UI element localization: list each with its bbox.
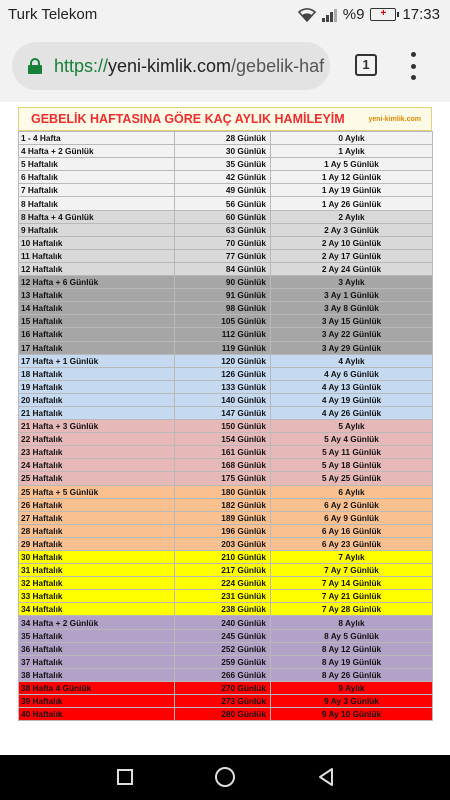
days-cell: 105 Günlük	[175, 315, 271, 328]
table-row	[19, 459, 433, 472]
week-cell: 25 Haftalık	[19, 472, 175, 485]
months-cell: 6 Ay 9 Günlük	[271, 511, 433, 524]
table-row	[19, 393, 433, 406]
table-row	[19, 485, 433, 498]
table-row	[19, 276, 433, 289]
week-cell: 28 Haftalık	[19, 524, 175, 537]
days-cell: 182 Günlük	[175, 498, 271, 511]
days-cell: 217 Günlük	[175, 564, 271, 577]
days-cell: 280 Günlük	[175, 708, 271, 721]
months-cell: 7 Ay 7 Günlük	[271, 564, 433, 577]
months-cell: 4 Ay 13 Günlük	[271, 380, 433, 393]
days-cell: 140 Günlük	[175, 393, 271, 406]
days-cell: 133 Günlük	[175, 380, 271, 393]
months-cell: 1 Ay 19 Günlük	[271, 184, 433, 197]
table-row	[19, 616, 433, 629]
table-row	[19, 132, 433, 145]
days-cell: 189 Günlük	[175, 511, 271, 524]
days-cell: 224 Günlük	[175, 577, 271, 590]
table-row	[19, 406, 433, 419]
week-cell: 21 Haftalık	[19, 406, 175, 419]
week-cell: 33 Haftalık	[19, 590, 175, 603]
days-cell: 161 Günlük	[175, 446, 271, 459]
home-icon[interactable]	[215, 767, 235, 787]
week-cell: 16 Haftalık	[19, 328, 175, 341]
page-content[interactable]	[0, 102, 450, 755]
week-cell: 25 Hafta + 5 Günlük	[19, 485, 175, 498]
days-cell: 238 Günlük	[175, 603, 271, 616]
week-cell: 7 Haftalık	[19, 184, 175, 197]
week-cell: 8 Haftalık	[19, 197, 175, 210]
months-cell: 3 Ay 15 Günlük	[271, 315, 433, 328]
days-cell: 231 Günlük	[175, 590, 271, 603]
table-site-label: yeni-kimlik.com	[368, 116, 421, 123]
months-cell: 8 Ay 26 Günlük	[271, 668, 433, 681]
days-cell: 63 Günlük	[175, 223, 271, 236]
week-cell: 39 Haftalık	[19, 695, 175, 708]
week-cell: 21 Hafta + 3 Günlük	[19, 420, 175, 433]
days-cell: 240 Günlük	[175, 616, 271, 629]
week-cell: 5 Haftalık	[19, 158, 175, 171]
battery-percent: %9	[342, 6, 365, 23]
months-cell: 1 Ay 5 Günlük	[271, 158, 433, 171]
months-cell: 5 Ay 25 Günlük	[271, 472, 433, 485]
months-cell: 3 Ay 29 Günlük	[271, 341, 433, 354]
months-cell: 2 Ay 10 Günlük	[271, 236, 433, 249]
wifi-icon	[298, 8, 316, 22]
months-cell: 2 Aylık	[271, 210, 433, 223]
tab-switcher-button[interactable]: 1	[355, 54, 377, 76]
week-cell: 6 Haftalık	[19, 171, 175, 184]
months-cell: 1 Ay 12 Günlük	[271, 171, 433, 184]
week-cell: 11 Haftalık	[19, 249, 175, 262]
months-cell: 5 Ay 4 Günlük	[271, 433, 433, 446]
days-cell: 259 Günlük	[175, 655, 271, 668]
months-cell: 8 Ay 12 Günlük	[271, 642, 433, 655]
months-cell: 9 Ay 3 Günlük	[271, 695, 433, 708]
week-cell: 20 Haftalık	[19, 393, 175, 406]
address-bar[interactable]	[12, 42, 330, 90]
table-row	[19, 171, 433, 184]
days-cell: 273 Günlük	[175, 695, 271, 708]
months-cell: 6 Ay 2 Günlük	[271, 498, 433, 511]
table-row	[19, 315, 433, 328]
week-cell: 4 Hafta + 2 Günlük	[19, 145, 175, 158]
table-row	[19, 328, 433, 341]
months-cell: 6 Aylık	[271, 485, 433, 498]
months-cell: 4 Ay 19 Günlük	[271, 393, 433, 406]
table-row	[19, 354, 433, 367]
months-cell: 6 Ay 23 Günlük	[271, 537, 433, 550]
months-cell: 3 Aylık	[271, 276, 433, 289]
table-row	[19, 210, 433, 223]
days-cell: 98 Günlük	[175, 302, 271, 315]
clock: 17:33	[402, 6, 440, 23]
days-cell: 77 Günlük	[175, 249, 271, 262]
battery-icon: +	[370, 8, 396, 21]
week-cell: 34 Haftalık	[19, 603, 175, 616]
recent-apps-icon[interactable]	[117, 769, 133, 785]
days-cell: 35 Günlük	[175, 158, 271, 171]
months-cell: 4 Ay 6 Günlük	[271, 367, 433, 380]
days-cell: 42 Günlük	[175, 171, 271, 184]
months-cell: 4 Aylık	[271, 354, 433, 367]
status-icons	[298, 6, 440, 23]
table-row	[19, 695, 433, 708]
days-cell: 196 Günlük	[175, 524, 271, 537]
table-title: GEBELİK HAFTASINA GÖRE KAÇ AYLIK HAMİLEYİM	[31, 112, 345, 126]
browser-toolbar	[0, 30, 450, 102]
android-nav-bar	[0, 755, 450, 800]
week-cell: 38 Hafta 4 Günlük	[19, 681, 175, 694]
months-cell: 9 Ay 10 Günlük	[271, 708, 433, 721]
days-cell: 60 Günlük	[175, 210, 271, 223]
days-cell: 168 Günlük	[175, 459, 271, 472]
days-cell: 203 Günlük	[175, 537, 271, 550]
table-row	[19, 145, 433, 158]
week-cell: 13 Haftalık	[19, 289, 175, 302]
week-cell: 1 - 4 Hafta	[19, 132, 175, 145]
months-cell: 2 Ay 24 Günlük	[271, 262, 433, 275]
url-text[interactable]	[54, 56, 324, 77]
table-row	[19, 524, 433, 537]
table-row	[19, 380, 433, 393]
carrier-name: Turk Telekom	[8, 6, 98, 23]
days-cell: 210 Günlük	[175, 551, 271, 564]
days-cell: 150 Günlük	[175, 420, 271, 433]
days-cell: 245 Günlük	[175, 629, 271, 642]
table-row	[19, 577, 433, 590]
months-cell: 4 Ay 26 Günlük	[271, 406, 433, 419]
table-row	[19, 197, 433, 210]
days-cell: 119 Günlük	[175, 341, 271, 354]
week-cell: 40 Haftalık	[19, 708, 175, 721]
week-cell: 26 Haftalık	[19, 498, 175, 511]
week-cell: 22 Haftalık	[19, 433, 175, 446]
months-cell: 8 Ay 5 Günlük	[271, 629, 433, 642]
table-row	[19, 564, 433, 577]
days-cell: 180 Günlük	[175, 485, 271, 498]
days-cell: 120 Günlük	[175, 354, 271, 367]
days-cell: 28 Günlük	[175, 132, 271, 145]
months-cell: 7 Aylık	[271, 551, 433, 564]
table-row	[19, 655, 433, 668]
table-row	[19, 642, 433, 655]
months-cell: 8 Aylık	[271, 616, 433, 629]
days-cell: 112 Günlük	[175, 328, 271, 341]
week-cell: 15 Haftalık	[19, 315, 175, 328]
week-cell: 19 Haftalık	[19, 380, 175, 393]
table-header	[18, 107, 432, 131]
months-cell: 1 Aylık	[271, 145, 433, 158]
week-cell: 37 Haftalık	[19, 655, 175, 668]
days-cell: 84 Günlük	[175, 262, 271, 275]
table-row	[19, 289, 433, 302]
signal-icon	[322, 8, 337, 22]
days-cell: 91 Günlük	[175, 289, 271, 302]
days-cell: 270 Günlük	[175, 681, 271, 694]
week-cell: 9 Haftalık	[19, 223, 175, 236]
week-cell: 17 Haftalık	[19, 341, 175, 354]
days-cell: 175 Günlük	[175, 472, 271, 485]
days-cell: 90 Günlük	[175, 276, 271, 289]
week-cell: 35 Haftalık	[19, 629, 175, 642]
week-cell: 34 Hafta + 2 Günlük	[19, 616, 175, 629]
week-cell: 27 Haftalık	[19, 511, 175, 524]
table-row	[19, 511, 433, 524]
table-row	[19, 223, 433, 236]
days-cell: 30 Günlük	[175, 145, 271, 158]
week-cell: 31 Haftalık	[19, 564, 175, 577]
table-row	[19, 603, 433, 616]
months-cell: 0 Aylık	[271, 132, 433, 145]
table-row	[19, 249, 433, 262]
table-row	[19, 668, 433, 681]
months-cell: 5 Ay 11 Günlük	[271, 446, 433, 459]
table-row	[19, 420, 433, 433]
table-row	[19, 262, 433, 275]
table-row	[19, 472, 433, 485]
months-cell: 5 Ay 18 Günlük	[271, 459, 433, 472]
table-row	[19, 341, 433, 354]
table-row	[19, 367, 433, 380]
table-row	[19, 629, 433, 642]
months-cell: 7 Ay 14 Günlük	[271, 577, 433, 590]
pregnancy-table-image	[18, 107, 432, 721]
months-cell: 3 Ay 1 Günlük	[271, 289, 433, 302]
week-cell: 12 Hafta + 6 Günlük	[19, 276, 175, 289]
days-cell: 56 Günlük	[175, 197, 271, 210]
week-cell: 10 Haftalık	[19, 236, 175, 249]
days-cell: 70 Günlük	[175, 236, 271, 249]
table-row	[19, 537, 433, 550]
url-scheme: https://	[54, 55, 109, 76]
months-cell: 3 Ay 22 Günlük	[271, 328, 433, 341]
week-cell: 14 Haftalık	[19, 302, 175, 315]
table-row	[19, 236, 433, 249]
table-row	[19, 184, 433, 197]
table-row	[19, 590, 433, 603]
week-cell: 12 Haftalık	[19, 262, 175, 275]
table-row	[19, 498, 433, 511]
week-cell: 36 Haftalık	[19, 642, 175, 655]
week-cell: 23 Haftalık	[19, 446, 175, 459]
week-cell: 29 Haftalık	[19, 537, 175, 550]
days-cell: 126 Günlük	[175, 367, 271, 380]
week-cell: 18 Haftalık	[19, 367, 175, 380]
url-host: yeni-kimlik.com	[108, 55, 232, 76]
months-cell: 2 Ay 3 Günlük	[271, 223, 433, 236]
week-cell: 17 Hafta + 1 Günlük	[19, 354, 175, 367]
week-cell: 32 Haftalık	[19, 577, 175, 590]
days-cell: 252 Günlük	[175, 642, 271, 655]
months-cell: 7 Ay 28 Günlük	[271, 603, 433, 616]
months-cell: 5 Aylık	[271, 420, 433, 433]
status-bar	[0, 0, 450, 30]
table-row	[19, 302, 433, 315]
url-path: /gebelik-haf	[231, 55, 325, 76]
table-row	[19, 551, 433, 564]
week-cell: 38 Haftalık	[19, 668, 175, 681]
table-row	[19, 433, 433, 446]
table-row	[19, 446, 433, 459]
table-row	[19, 158, 433, 171]
months-cell: 1 Ay 26 Günlük	[271, 197, 433, 210]
days-cell: 266 Günlük	[175, 668, 271, 681]
overflow-menu-icon[interactable]	[409, 52, 417, 80]
days-cell: 49 Günlük	[175, 184, 271, 197]
back-icon[interactable]	[316, 767, 336, 787]
months-cell: 2 Ay 17 Günlük	[271, 249, 433, 262]
week-cell: 30 Haftalık	[19, 551, 175, 564]
pregnancy-table	[18, 131, 433, 721]
months-cell: 8 Ay 19 Günlük	[271, 655, 433, 668]
days-cell: 154 Günlük	[175, 433, 271, 446]
months-cell: 3 Ay 8 Günlük	[271, 302, 433, 315]
week-cell: 24 Haftalık	[19, 459, 175, 472]
week-cell: 8 Hafta + 4 Günlük	[19, 210, 175, 223]
table-body	[19, 132, 433, 721]
days-cell: 147 Günlük	[175, 406, 271, 419]
months-cell: 6 Ay 16 Günlük	[271, 524, 433, 537]
months-cell: 7 Ay 21 Günlük	[271, 590, 433, 603]
table-row	[19, 708, 433, 721]
lock-icon[interactable]	[28, 58, 42, 74]
table-row	[19, 681, 433, 694]
months-cell: 9 Aylık	[271, 681, 433, 694]
